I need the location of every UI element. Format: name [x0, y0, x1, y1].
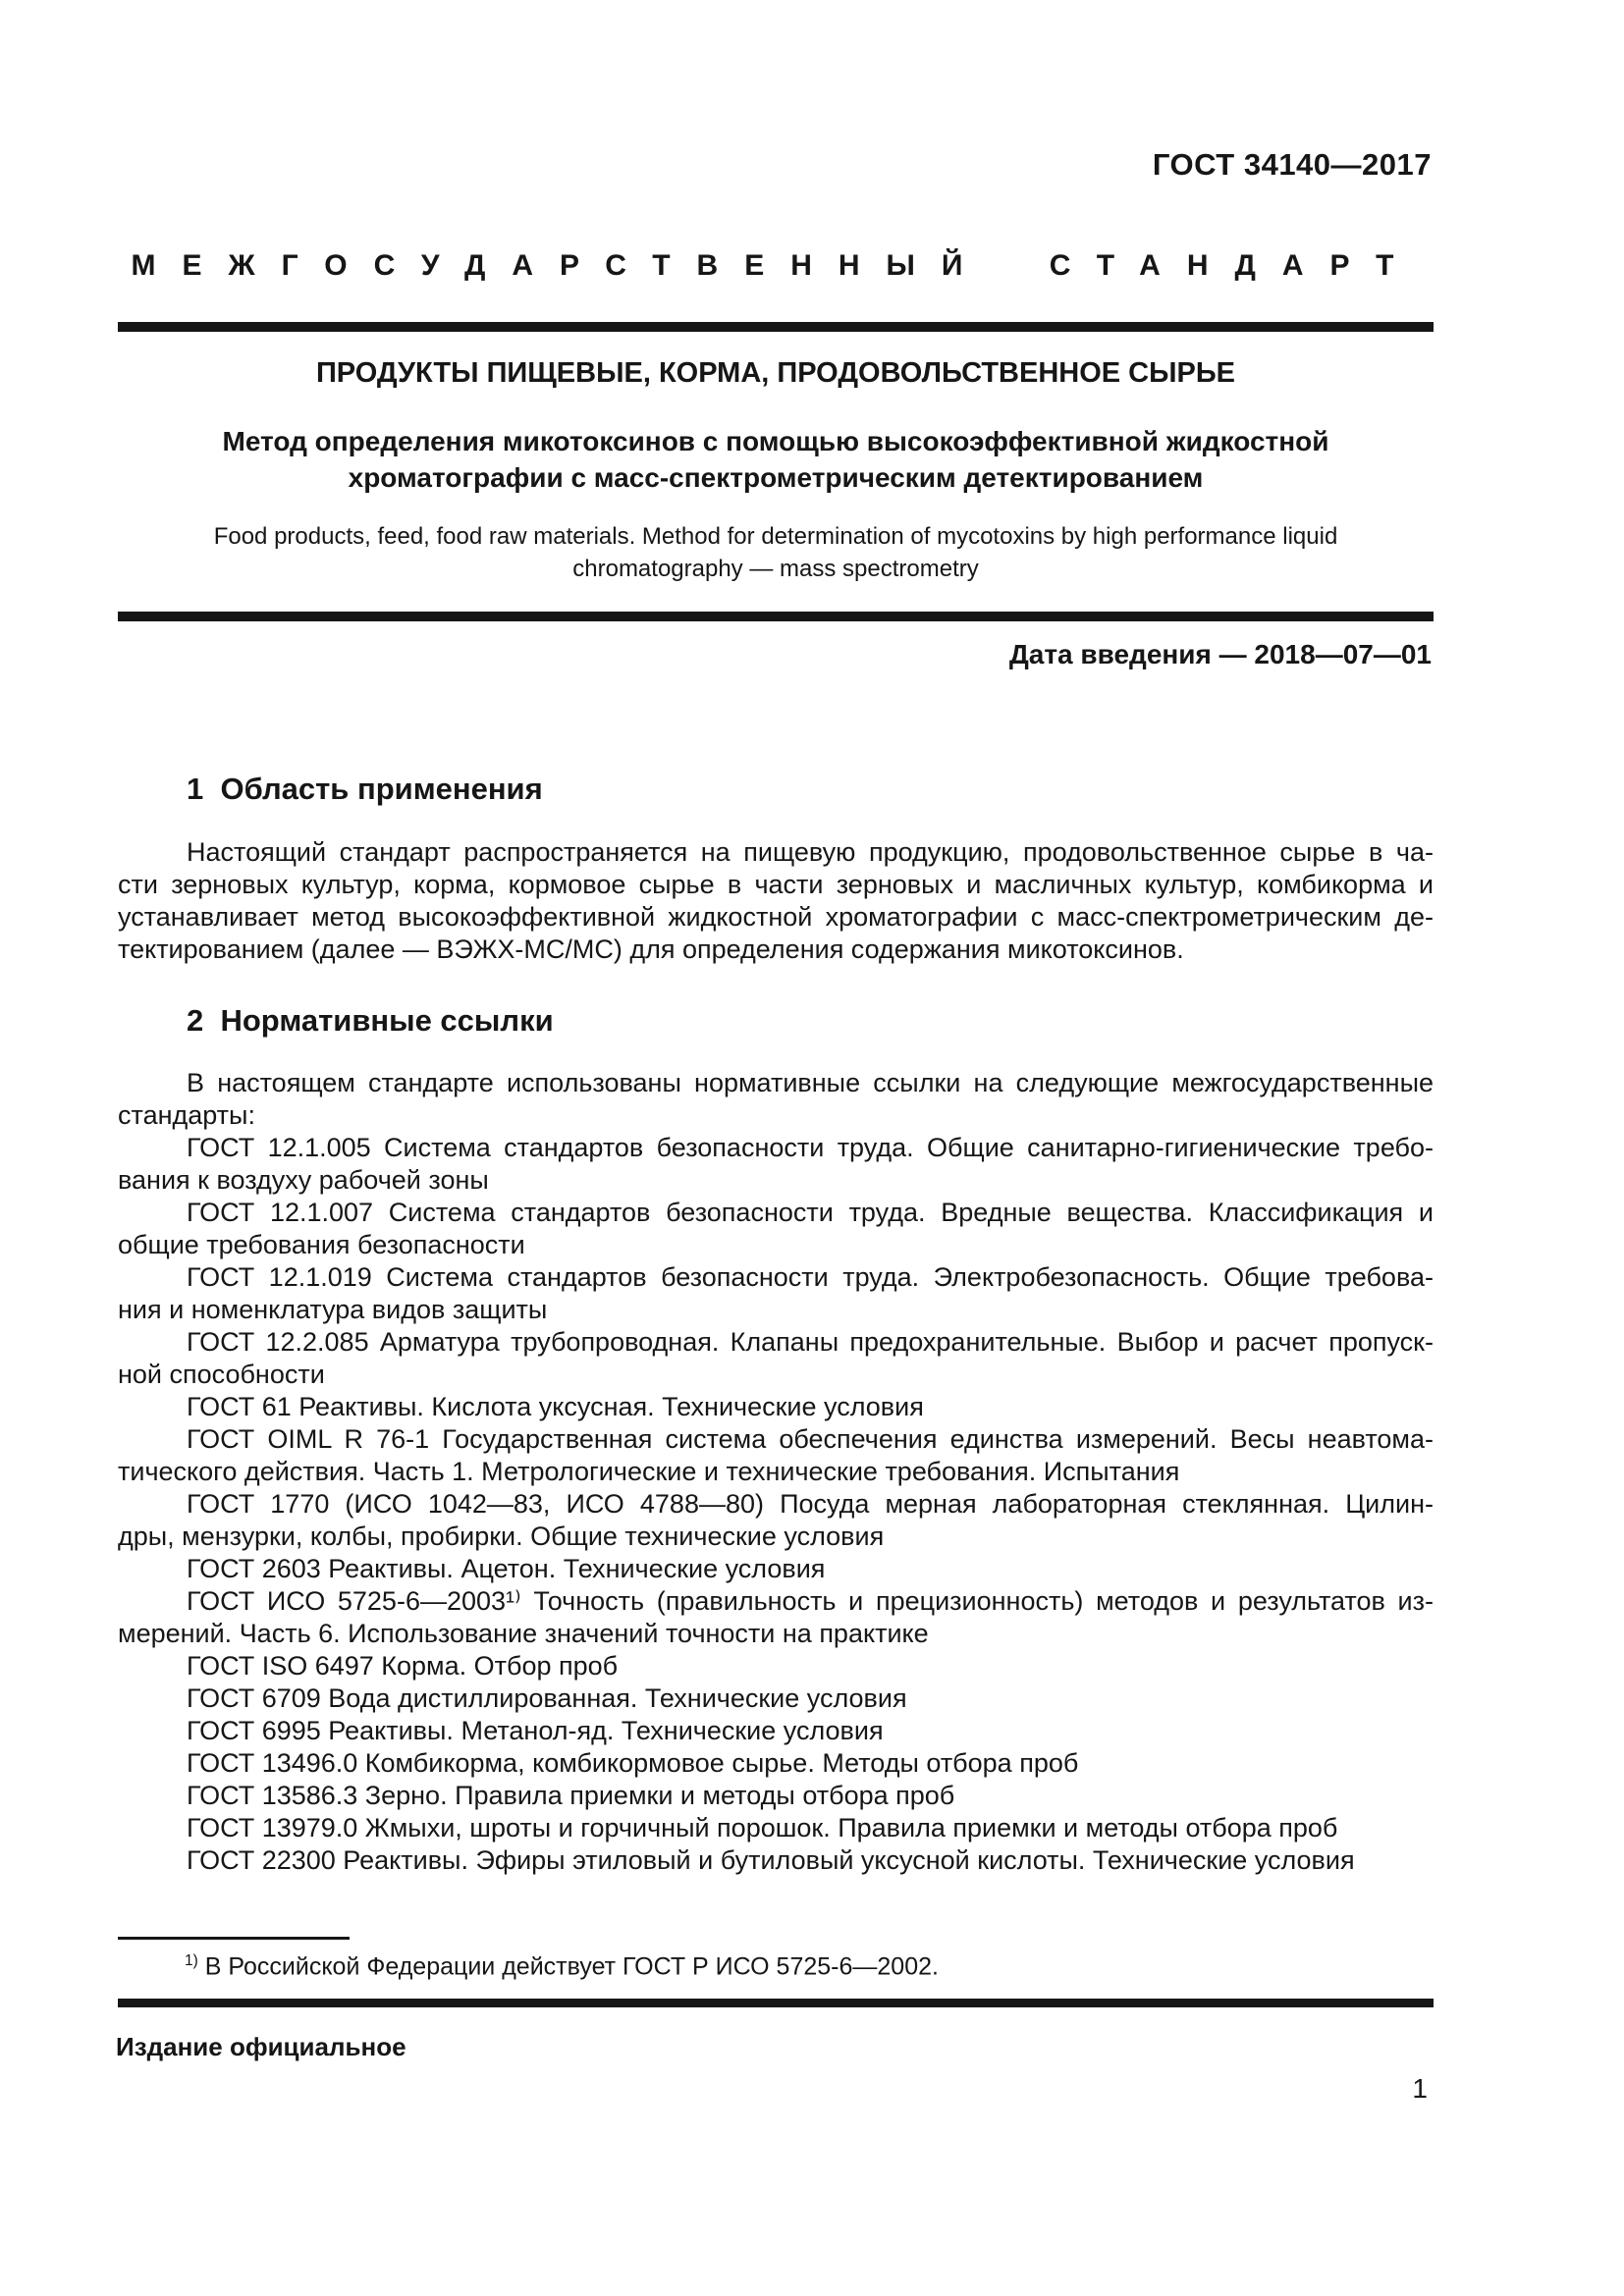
text-line: Food products, feed, food raw materials. Method for determination of mycotoxins by high performance liquid — [213, 523, 1338, 550]
text-line: Метод определения микотоксинов с помощью высокоэффективной жидкостной — [222, 426, 1329, 456]
reference-item — [118, 1682, 1434, 1715]
footer-rule — [118, 1999, 1434, 2007]
text-line: ГОСТ 6709 Вода дистиллированная. Технические условия — [187, 1683, 907, 1713]
document-subtitle-ru — [118, 423, 1434, 496]
text-line: В настоящем стандарте использованы нормативные ссылки на следующие межгосударственные — [187, 1068, 1434, 1097]
text-line: мерений. Часть 6. Использование значений точности на практике — [118, 1619, 929, 1648]
document-title-en — [118, 520, 1434, 585]
text-line: ния и номенклатура видов защиты — [118, 1295, 548, 1324]
text-line: вания к воздуху рабочей зоны — [118, 1165, 489, 1195]
section-2-intro — [118, 1067, 1434, 1132]
text-line: ной способности — [118, 1360, 325, 1389]
reference-item — [118, 1747, 1434, 1780]
text-line: ГОСТ 2603 Реактивы. Ацетон. Технические условия — [187, 1554, 826, 1583]
text-line: ГОСТ 61 Реактивы. Кислота уксусная. Технические условия — [187, 1392, 924, 1421]
text-line: дры, мензурки, колбы, пробирки. Общие технические условия — [118, 1522, 885, 1551]
header-rule — [118, 322, 1434, 332]
document-title-ru: ПРОДУКТЫ ПИЩЕВЫЕ, КОРМА, ПРОДОВОЛЬСТВЕННОЕ СЫРЬЕ — [315, 357, 1236, 389]
section-2-body — [118, 1067, 1434, 1877]
text-line: ГОСТ 13496.0 Комбикорма, комбикормовое сырье. Методы отбора проб — [187, 1748, 1079, 1778]
footnote-marker: 1) — [185, 1952, 198, 1969]
reference-item — [118, 1132, 1434, 1197]
text-line: chromatography — mass spectrometry — [572, 556, 979, 582]
text-line: Настоящий стандарт распространяется на пищевую продукцию, продовольственное сырье в ча- — [187, 837, 1434, 867]
text-line: ГОСТ 12.1.019 Система стандартов безопасности труда. Электробезопасность. Общие требова- — [187, 1262, 1434, 1292]
reference-item — [118, 1715, 1434, 1747]
text-line: ГОСТ 12.1.007 Система стандартов безопасности труда. Вредные вещества. Классификация и — [187, 1198, 1434, 1227]
text-line: общие требования безопасности — [118, 1230, 525, 1259]
text-line: тектированием (далее — ВЭЖХ-МС/МС) для определения содержания микотоксинов. — [118, 934, 1184, 964]
reference-item — [118, 1780, 1434, 1812]
reference-item — [118, 1391, 1434, 1423]
text-line: ГОСТ ИСО 5725-6—2003¹⁾ Точность (правильность и прецизионность) методов и результатов из- — [187, 1586, 1434, 1616]
page-number: 1 — [1412, 2073, 1428, 2104]
footnote-text: В Российской Федерации действует ГОСТ Р ИСО 5725-6—2002. — [204, 1952, 939, 1981]
reference-item — [118, 1650, 1434, 1682]
section-1-heading: 1 Область применения — [187, 772, 543, 806]
footnote-separator — [118, 1937, 350, 1940]
reference-item — [118, 1326, 1434, 1391]
section-1-paragraph — [118, 836, 1434, 966]
reference-item — [118, 1197, 1434, 1261]
text-line: ГОСТ 13979.0 Жмыхи, шроты и горчичный порошок. Правила приемки и методы отбора проб — [187, 1813, 1338, 1842]
text-line: ГОСТ 12.1.005 Система стандартов безопасности труда. Общие санитарно-гигиенические требо- — [187, 1133, 1434, 1162]
text-line: ГОСТ 6995 Реактивы. Метанол-яд. Технические условия — [187, 1716, 884, 1745]
text-line: устанавливает метод высокоэффективной жидкостной хроматографии с масс-спектрометрическим де- — [118, 902, 1434, 932]
reference-item — [118, 1812, 1434, 1844]
reference-item — [118, 1553, 1434, 1585]
text-line: ГОСТ 13586.3 Зерно. Правила приемки и методы отбора проб — [187, 1781, 955, 1810]
reference-item — [118, 1423, 1434, 1488]
text-line: сти зерновых культур, корма, кормовое сырье в части зерновых и масличных культур, комбикорма и — [118, 870, 1434, 899]
text-line: стандарты: — [118, 1100, 255, 1130]
effective-date: Дата введения — 2018—07—01 — [1008, 639, 1432, 669]
text-line: ГОСТ 12.2.085 Арматура трубопроводная. Клапаны предохранительные. Выбор и расчет пропуск- — [187, 1327, 1434, 1357]
reference-item — [118, 1585, 1434, 1650]
footnote — [118, 1946, 1434, 1982]
title-block-rule — [118, 612, 1434, 621]
text-line: ГОСТ ISO 6497 Корма. Отбор проб — [187, 1651, 619, 1681]
text-line: ГОСТ OIML R 76-1 Государственная система обеспечения единства измерений. Весы неавтома- — [187, 1424, 1434, 1454]
doc-code: ГОСТ 34140—2017 — [1152, 147, 1432, 182]
edition-note: Издание официальное — [116, 2032, 406, 2061]
standard-type-line: МЕЖГОСУДАРСТВЕННЫЙ СТАНДАРТ — [131, 249, 1421, 282]
text-line: ГОСТ 22300 Реактивы. Эфиры этиловый и бутиловый уксусной кислоты. Технические условия — [187, 1845, 1355, 1875]
reference-item — [118, 1261, 1434, 1326]
section-2-heading: 2 Нормативные ссылки — [187, 1003, 554, 1038]
reference-item — [118, 1488, 1434, 1553]
references-list — [118, 1132, 1434, 1877]
text-line: хроматографии с масс-спектрометрическим детектированием — [348, 462, 1204, 493]
text-line: ГОСТ 1770 (ИСО 1042—83, ИСО 4788—80) Посуда мерная лабораторная стеклянная. Цилин- — [187, 1489, 1434, 1519]
text-line: тического действия. Часть 1. Метрологические и технические требования. Испытания — [118, 1457, 1180, 1486]
reference-item — [118, 1844, 1434, 1877]
